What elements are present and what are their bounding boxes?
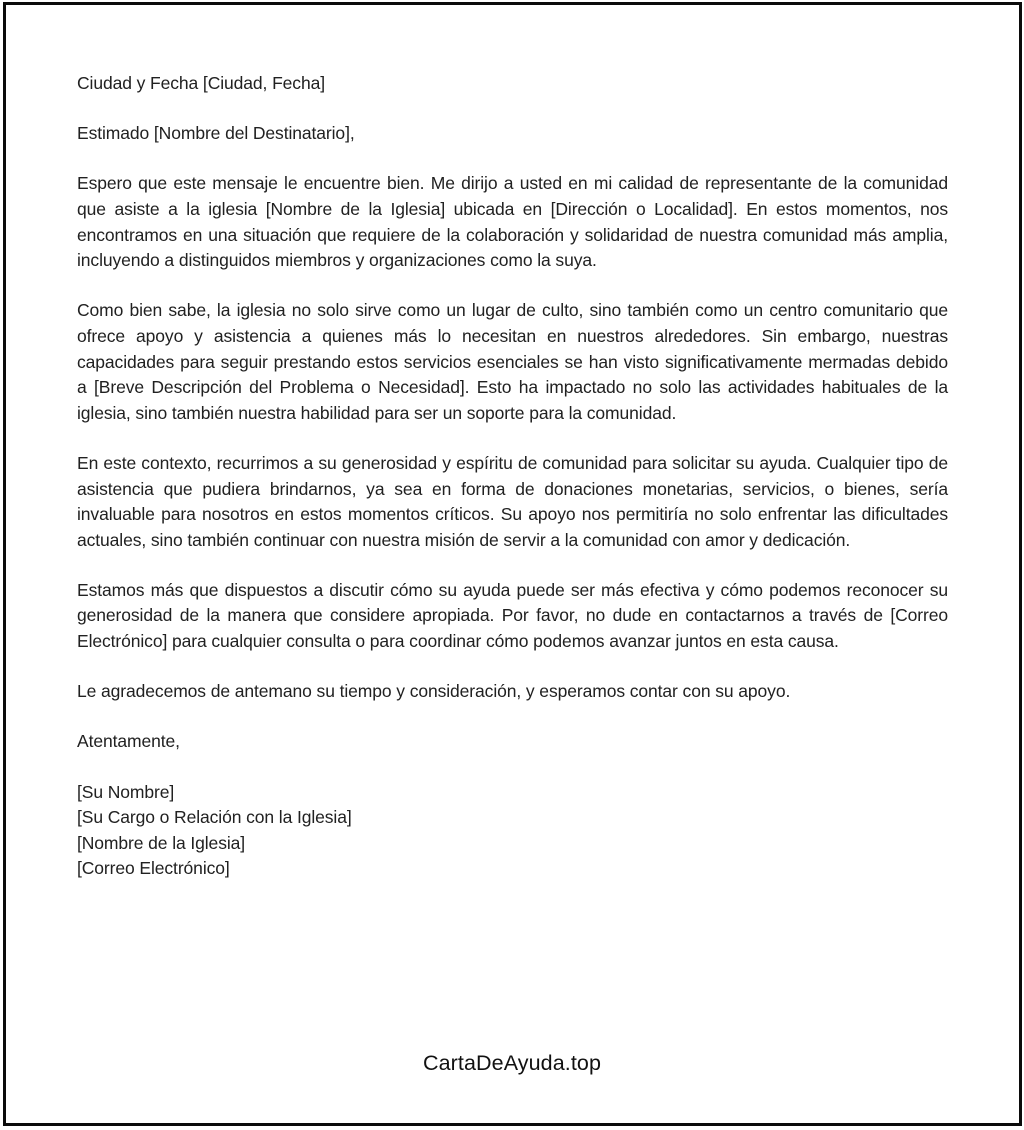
letter-paragraph-request: En este contexto, recurrimos a su generosidad y espíritu de comunidad para solicitar su ayuda. Cualquier tipo de asistencia que pudiera brindarnos, ya sea en forma de donaciones monetarias, servicios, o bienes, sería invaluable para nosotros en estos momentos críticos. Su apoyo nos permitiría no solo enfrentar las dificultades actuales, sino también continuar con nuestra misión de servir a la comunidad con amor y dedicación. <box>77 452 948 550</box>
letter-paragraph-thanks: Le agradecemos de antemano su tiempo y consideración, y esperamos contar con su apoyo. <box>77 681 791 702</box>
letter-paragraph-contact: Estamos más que dispuestos a discutir cómo su ayuda puede ser más efectiva y cómo podemos reconocer su generosidad de la manera que considere apropiada. Por favor, no dude en contactarnos a través de [Correo Electrónico] para cualquier consulta o para coordinar cómo podemos avanzar juntos en esta causa. <box>77 579 948 652</box>
signature-line-church: [Nombre de la Iglesia] <box>77 832 246 853</box>
signature-line-name: [Su Nombre] <box>77 781 175 802</box>
letter-paragraph-intro: Espero que este mensaje le encuentre bien. Me dirijo a usted en mi calidad de representante de la comunidad que asiste a la iglesia [Nombre de la Iglesia] ubicada en [Dirección o Localidad]. En estos momentos, nos encontramos en una situación que requiere de la colaboración y solidaridad de nuestra comunidad más amplia, incluyendo a distinguidos miembros y organizaciones como la suya. <box>77 173 948 271</box>
site-name: CartaDeAyuda.top <box>422 1051 602 1075</box>
salutation: Estimado [Nombre del Destinatario], <box>77 123 355 144</box>
date-line: Ciudad y Fecha [Ciudad, Fecha] <box>77 73 325 93</box>
signature-line-role: [Su Cargo o Relación con la Iglesia] <box>77 807 352 828</box>
letter-body <box>77 71 948 882</box>
signature-line-email: [Correo Electrónico] <box>77 858 230 879</box>
site-footer <box>0 1049 1024 1077</box>
signature-block <box>77 780 948 882</box>
closing: Atentamente, <box>77 731 180 752</box>
letter-paragraph-context: Como bien sabe, la iglesia no solo sirve como un lugar de culto, sino también como un centro comunitario que ofrece apoyo y asistencia a quienes más lo necesitan en nuestros alrededores. Sin embargo, nuestras capacidades para seguir prestando estos servicios esenciales se han visto significativamente mermadas debido a [Breve Descripción del Problema o Necesidad]. Esto ha impactado no solo las actividades habituales de la iglesia, sino también nuestra habilidad para ser un soporte para la comunidad. <box>77 300 948 423</box>
